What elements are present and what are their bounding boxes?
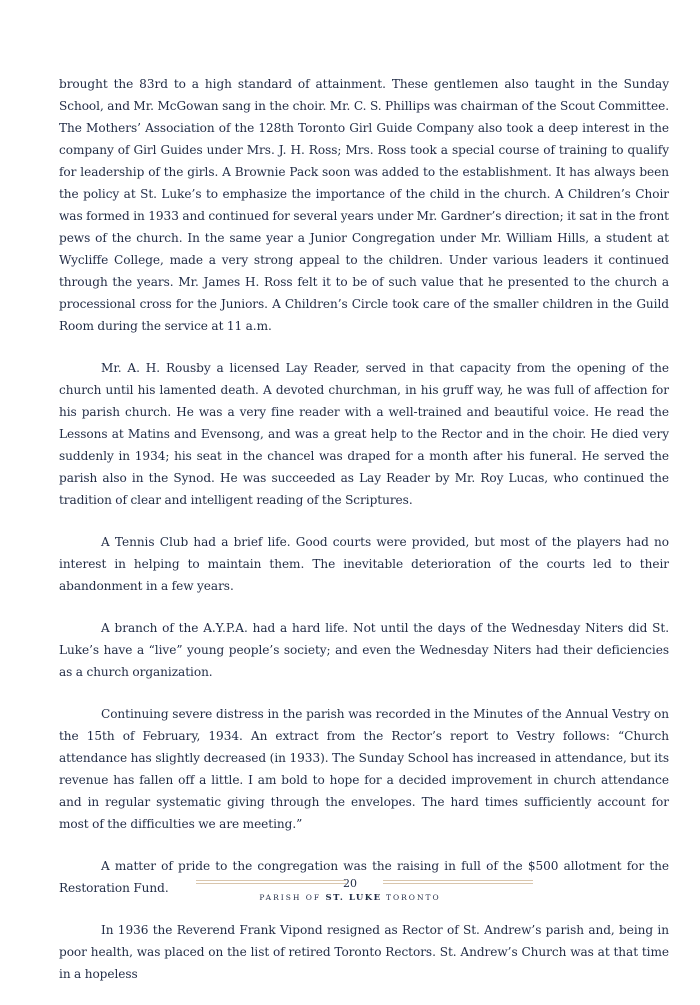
page-body	[59, 73, 669, 1005]
page-number: 20	[343, 877, 357, 890]
parish-city: TORONTO	[386, 893, 441, 902]
parish-prefix: PARISH OF	[259, 893, 322, 902]
paragraph-lay-reader: Mr. A. H. Rousby a licensed Lay Reader, served in that capacity from the opening of the church until his lamented death. A devoted churchman, in his gruff way, he was full of affection for his parish church. He was a very fine reader with a well-trained and beautiful voice. He read the Lessons at Matins and Evensong, and was a great help to the Rector and in the choir. He died very suddenly in 1934; his seat in the chancel was draped for a month after his funeral. He served the parish also in the Synod. He was succeeded as Lay Reader by Mr. Roy Lucas, who continued the tradition of clear and intelligent reading of the Scriptures.	[59, 361, 669, 507]
footer-rule-right	[383, 880, 533, 884]
paragraph-scouts-guides: brought the 83rd to a high standard of attainment. These gentlemen also taught in the Sunday School, and Mr. McGowan sang in the choir. Mr. C. S. Phillips was chairman of the Scout Committee. The Mothers’ Association of the 128th Toronto Girl Guide Company also took a deep interest in the company of Girl Guides under Mrs. J. H. Ross; Mrs. Ross took a special course of training to qualify for leadership of the girls. A Brownie Pack soon was added to the establishment. It has always been the policy at St. Luke’s to emphasize the importance of the child in the church. A Children’s Choir was formed in 1933 and continued for several years under Mr. Gardner’s direction; it sat in the front pews of the church. In the same year a Junior Congregation under Mr. William Hills, a student at Wycliffe College, made a very strong appeal to the children. Under various leaders it continued through the years. Mr. James H. Ross felt it to be of such value that he presented to the church a processional cross for the Juniors. A Children’s Circle took care of the smaller children in the Guild Room during the service at 11 a.m.	[59, 77, 669, 333]
parish-name-line	[0, 893, 700, 903]
page-footer	[0, 872, 700, 903]
paragraph-aypa: A branch of the A.Y.P.A. had a hard life. Not until the days of the Wednesday Niters did St. Luke’s have a “live” young people’s society; and even the Wednesday Niters had their deficiencies as a church organization.	[59, 621, 669, 679]
page-number-row	[0, 872, 700, 890]
paragraph-tennis-club: A Tennis Club had a brief life. Good courts were provided, but most of the players had no interest in helping to maintain them. The inevitable deterioration of the courts led to their abandonment in a few years.	[59, 535, 669, 593]
parish-name: ST. LUKE	[325, 893, 382, 903]
footer-rule-left	[196, 880, 346, 884]
paragraph-vipond: In 1936 the Reverend Frank Vipond resigned as Rector of St. Andrew’s parish and, being in poor health, was placed on the list of retired Toronto Rectors. St. Andrew’s Church was at that time in a hopeless	[59, 923, 669, 981]
paragraph-restoration-fund: A matter of pride to the congregation was the raising in full of the $500 allotment for the Restoration Fund.	[59, 859, 669, 895]
paragraph-vestry-minutes: Continuing severe distress in the parish was recorded in the Minutes of the Annual Vestry on the 15th of February, 1934. An extract from the Rector’s report to Vestry follows: “Church attendance has slightly decreased (in 1933). The Sunday School has increased in attendance, but its revenue has fallen off a little. I am bold to hope for a decided improvement in church attendance and in regular systematic giving through the envelopes. The hard times sufficiently account for most of the difficulties we are meeting.”	[59, 707, 669, 831]
